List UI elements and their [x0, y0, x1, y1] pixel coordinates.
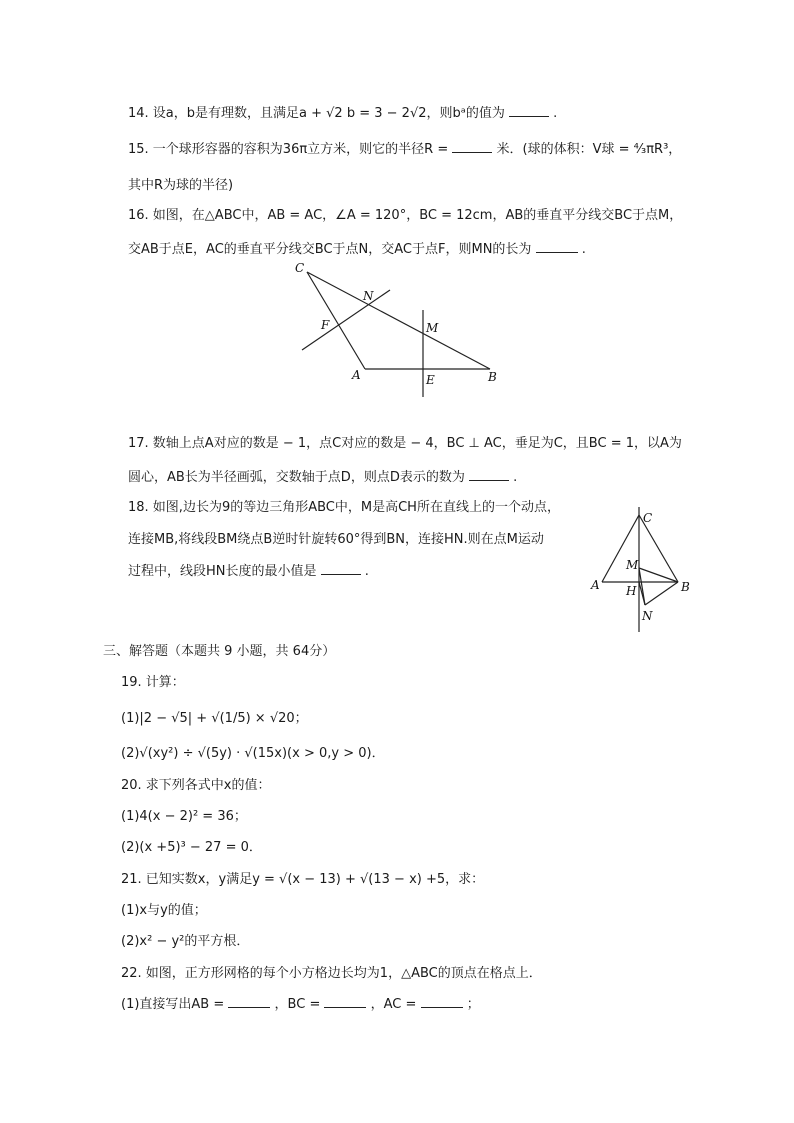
label-M: M [426, 321, 439, 335]
question-20-part-2: (2)(x +5)³ − 27 = 0． [121, 840, 262, 855]
question-18-line-1: 18. 如图,边长为9的等边三角形ABC中，M是高CH所在直线上的一个动点， [128, 500, 560, 515]
q16-end: . [581, 242, 586, 257]
label-N: N [363, 289, 374, 303]
section-heading: 三、解答题（本题共 9 小题，共 64分） [103, 644, 336, 659]
label-C: C [643, 511, 653, 525]
question-20-title: 20. 求下列各式中x的值： [121, 778, 271, 793]
segment-CB [307, 272, 490, 369]
label-B: B [681, 580, 690, 594]
q22-end: ； [466, 997, 480, 1012]
answer-blank-ab [228, 995, 270, 1008]
label-C: C [295, 261, 305, 275]
question-15-line-2: 其中R为球的半径) [128, 178, 234, 193]
question-22-title: 22. 如图，正方形网格的每个小方格边长均为1，△ABC的顶点在格点上． [121, 966, 542, 981]
question-19-part-1: (1)|2 − √5| + √(1/5) × √20； [121, 711, 308, 726]
figure-16-triangle [290, 255, 510, 405]
question-21-part-1: (1)x与y的值； [121, 903, 207, 918]
q22-ac-label: ，AC = [370, 997, 417, 1012]
label-F: F [321, 318, 330, 332]
label-B: B [488, 370, 497, 384]
label-H: H [626, 584, 637, 598]
q14-end: . [553, 106, 558, 121]
q17-text: 圆心，AB长为半径画弧，交数轴于点D，则点D表示的数为 [128, 470, 465, 485]
figure-18-equilateral-triangle [585, 505, 705, 635]
answer-blank [469, 468, 509, 481]
question-16-line-1: 16. 如图，在△ABC中，AB = AC，∠A = 120°，BC = 12cm，AB的垂直平分线交BC于点M， [128, 208, 683, 223]
question-17-line-2 [128, 468, 517, 488]
q17-end: . [513, 470, 518, 485]
question-18-line-2: 连接MB,将线段BM绕点B逆时针旋转60°得到BN，连接HN.则在点M运动 [128, 532, 544, 547]
question-21-title: 21. 已知实数x，y满足y = √(x − 13) + √(13 − x) +5，求： [121, 872, 485, 887]
label-A: A [352, 368, 361, 382]
q15-text-b: 米．(球的体积：V球 = ⁴⁄₃πR³， [496, 142, 682, 157]
segment-CB [639, 515, 678, 582]
q22-bc-label: ，BC = [274, 997, 321, 1012]
question-15-line-1 [128, 140, 681, 160]
q18-end: . [364, 564, 369, 579]
question-19-title: 19. 计算： [121, 675, 185, 690]
question-18-line-3 [128, 562, 369, 582]
label-N: N [642, 609, 653, 623]
answer-blank [321, 562, 361, 575]
q16-text: 交AB于点E，AC的垂直平分线交BC于点N，交AC于点F，则MN的长为 [128, 242, 532, 257]
question-19-part-2: (2)√(xy²) ÷ √(5y) · √(15x)(x > 0,y > 0)． [121, 746, 385, 761]
question-22-part-1 [121, 995, 480, 1015]
perpendicular-bisector-AC [302, 290, 390, 350]
answer-blank [536, 240, 578, 253]
answer-blank-bc [324, 995, 366, 1008]
segment-MB [639, 568, 678, 582]
q18-text: 过程中，线段HN长度的最小值是 [128, 564, 317, 579]
question-21-part-2: (2)x² − y²的平方根． [121, 934, 250, 949]
label-A: A [591, 578, 600, 592]
label-E: E [426, 373, 435, 387]
question-14 [128, 104, 557, 124]
answer-blank [452, 140, 492, 153]
question-17-line-1: 17. 数轴上点A对应的数是 − 1，点C对应的数是 − 4，BC ⊥ AC，垂足为C，且BC = 1，以A为 [128, 436, 682, 451]
segment-CA [307, 272, 365, 369]
q14-text: 14. 设a，b是有理数，且满足a + √2 b = 3 − 2√2，则bᵃ的值为 [128, 106, 505, 121]
answer-blank [509, 104, 549, 117]
segment-BN [645, 582, 678, 605]
label-M: M [626, 558, 639, 572]
q22-ab-label: (1)直接写出AB = [121, 997, 225, 1012]
answer-blank-ac [421, 995, 463, 1008]
question-20-part-1: (1)4(x − 2)² = 36； [121, 809, 247, 824]
q15-text-a: 15. 一个球形容器的容积为36π立方米，则它的半径R = [128, 142, 449, 157]
